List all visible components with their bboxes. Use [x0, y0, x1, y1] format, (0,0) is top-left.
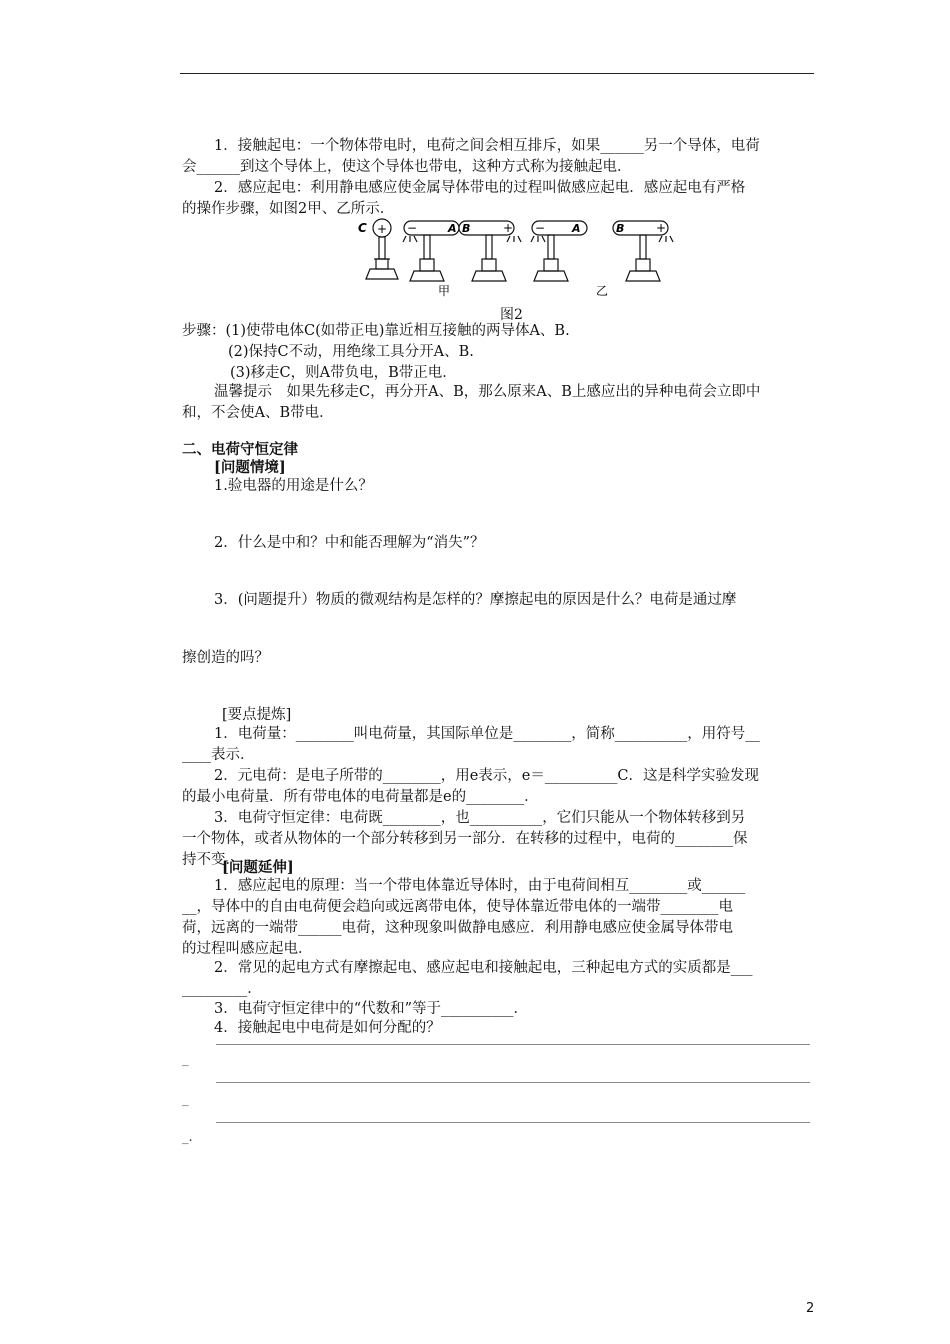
paragraph-contact-charging-cont: 会______到这个导体上，使这个导体也带电，这种方式称为接触起电． — [182, 159, 632, 175]
label-a-jia: A — [448, 222, 457, 235]
step-2: (2)保持C不动，用绝缘工具分开A、B. — [228, 344, 474, 360]
label-b-jia: B — [462, 222, 471, 235]
paragraph-induction-charging: 2．感应起电：利用静电感应使金属导体带电的过程叫做感应起电．感应起电有严格 — [214, 180, 746, 196]
answer-line-3[interactable] — [216, 1122, 810, 1123]
step-3: (3)移走C，则A带负电，B带正电． — [230, 365, 457, 381]
answer-line-2[interactable] — [216, 1082, 810, 1083]
paragraph-contact-charging: 1．接触起电：一个物体带电时，电荷之间会相互排斥，如果______另一个导体，电荷 — [214, 138, 760, 154]
question-1: 1.验电器的用途是什么？ — [214, 478, 373, 494]
answer-line-3-tail: _. — [182, 1130, 193, 1145]
tip-text: 温馨提示 如果先移走C，再分开A、B，那么原来A、B上感应出的异种电荷会立即中 — [214, 384, 761, 400]
question-3-cont: 擦创造的吗？ — [182, 650, 269, 666]
key-point-3-end: 持不变． — [182, 852, 240, 868]
page-number: 2 — [806, 1301, 815, 1316]
label-yi: 乙 — [596, 284, 609, 298]
subheading-key-points: [要点提炼] — [222, 707, 292, 723]
step-1: 步骤：(1)使带电体C(如带正电)靠近相互接触的两导体A、B. — [182, 323, 570, 339]
key-point-1-cont: ____表示． — [182, 747, 255, 763]
label-a-yi: A — [572, 222, 581, 235]
question-2: 2．什么是中和？中和能否理解为“消失”？ — [214, 535, 485, 551]
extension-1: 1．感应起电的原理：当一个带电体靠近导体时，由于电荷间相互________或______ — [214, 878, 746, 894]
key-point-2: 2．元电荷：是电子所带的________，用e表示，e＝__________C．这是科学实验发现 — [214, 768, 759, 784]
subheading-problem-extension: [问题延伸] — [222, 859, 294, 876]
minus-sign-a-jia: − — [407, 221, 418, 235]
paragraph-induction-charging-cont: 的操作步骤，如图2甲、乙所示． — [182, 201, 395, 217]
key-point-3-cont: 一个物体，或者从物体的一个部分转移到另一部分．在转移的过程中，电荷的________保 — [182, 831, 748, 847]
plus-sign-b-jia: + — [503, 221, 514, 235]
label-jia: 甲 — [438, 284, 451, 298]
extension-3: 3．电荷守恒定律中的“代数和”等于__________． — [214, 1001, 529, 1017]
key-point-1: 1．电荷量：________叫电荷量，其国际单位是________，简称__________，用符号__ — [214, 726, 760, 742]
minus-sign-a-yi: − — [535, 221, 546, 235]
extension-1-cont-b: 荷，远离的一端带______电荷，这种现象叫做静电感应．利用静电感应使金属导体带电 — [182, 920, 733, 936]
label-c: C — [358, 221, 367, 235]
plus-sign-b-yi: + — [656, 221, 667, 235]
answer-line-1-tail: _ — [182, 1052, 189, 1067]
extension-2: 2．常见的起电方式有摩擦起电、感应起电和接触起电，三种起电方式的实质都是___ — [214, 960, 753, 976]
extension-1-end: 的过程叫感应起电． — [182, 941, 313, 957]
section-heading-charge-conservation: 二、电荷守恒定律 — [182, 441, 298, 458]
key-point-2-cont: 的最小电荷量．所有带电体的电荷量都是e的________． — [182, 789, 539, 805]
plus-sign-c: + — [377, 222, 388, 236]
tip-text-cont: 和，不会使A、B带电． — [182, 405, 334, 421]
extension-1-cont-a: __，导体中的自由电荷便会趋向或远离带电体，使导体靠近带电体的一端带________电 — [182, 899, 733, 915]
subheading-problem-situation: [问题情境] — [214, 459, 286, 476]
header-rule — [180, 73, 814, 74]
label-b-yi: B — [616, 222, 625, 235]
key-point-3: 3．电荷守恒定律：电荷既________，也__________，它们只能从一个物体转移到另 — [214, 810, 746, 826]
extension-4: 4．接触起电中电荷是如何分配的？ — [214, 1020, 441, 1036]
answer-line-2-tail: _ — [182, 1092, 189, 1107]
figure-caption: 图2 — [500, 307, 523, 323]
extension-2-cont: _________． — [182, 981, 262, 997]
question-3: 3．(问题提升）物质的微观结构是怎样的？摩擦起电的原因是什么？电荷是通过摩 — [214, 592, 737, 608]
answer-line-1[interactable] — [216, 1044, 810, 1045]
figure-2-induction-diagram — [350, 212, 680, 304]
